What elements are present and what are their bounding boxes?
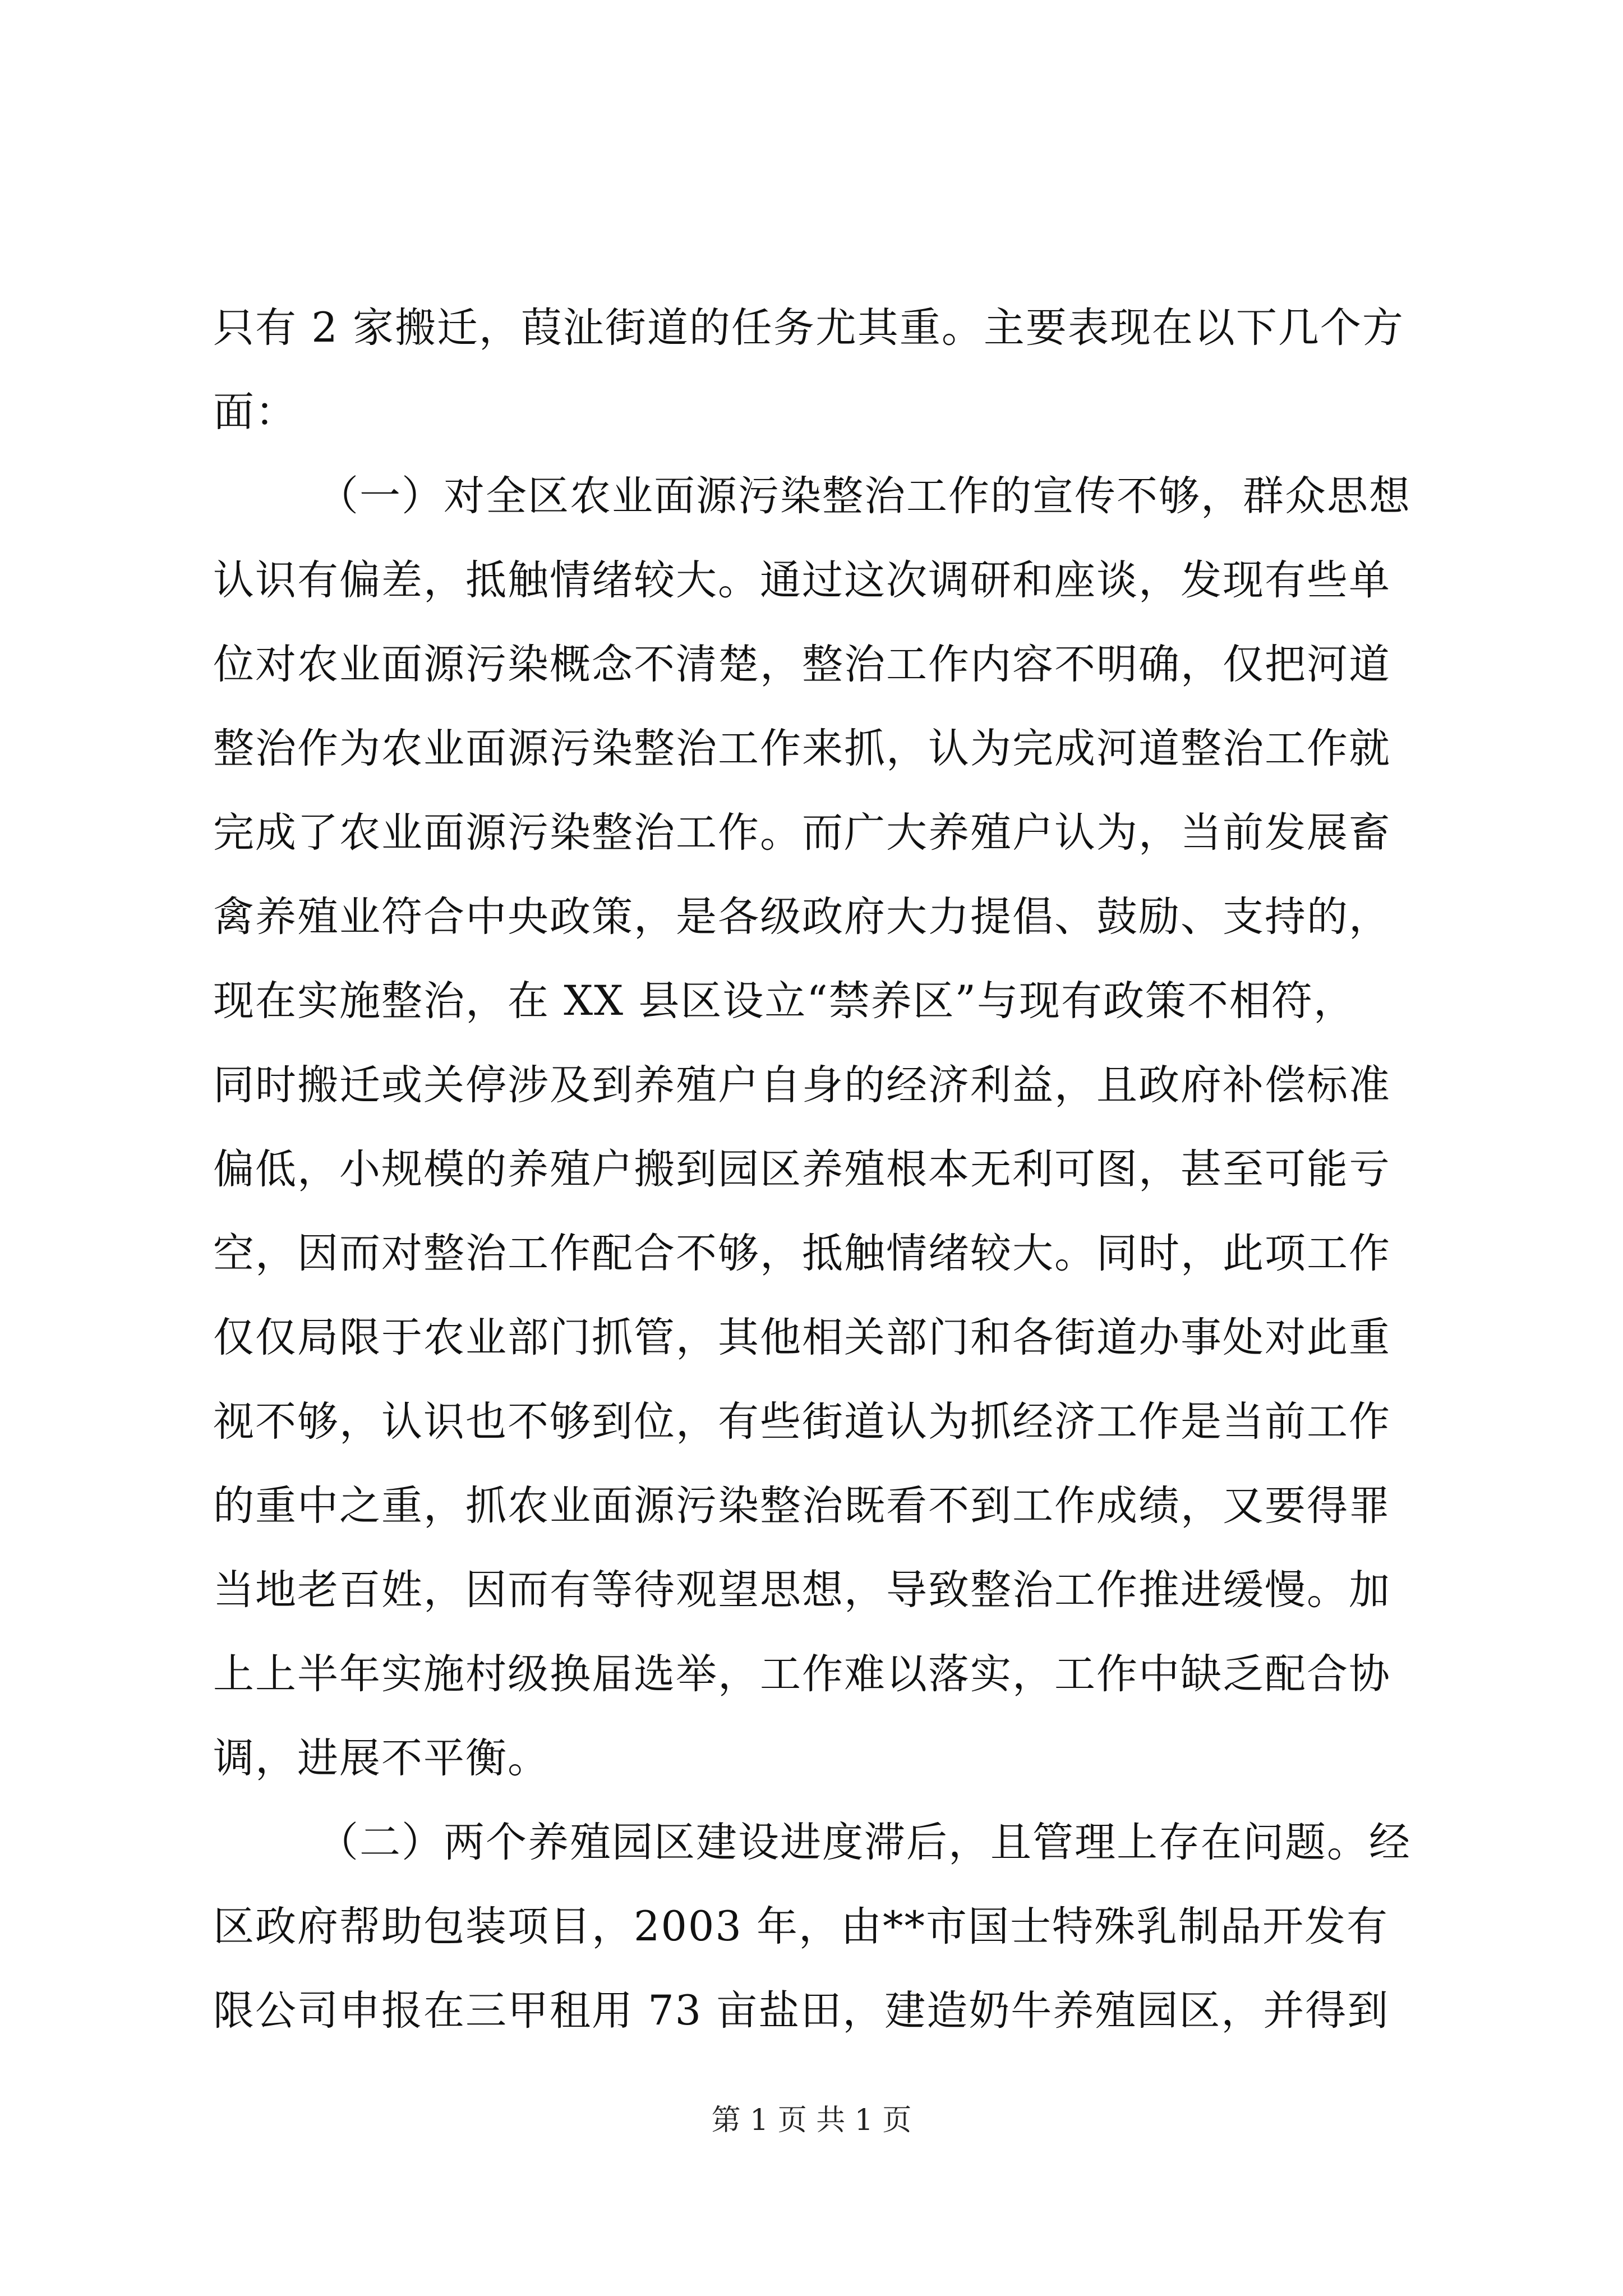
text-line: 当地老百姓，因而有等待观望思想，导致整治工作推进缓慢。加: [213, 1566, 1391, 1614]
text-line: 认识有偏差，抵触情绪较大。通过这次调研和座谈，发现有些单: [213, 556, 1391, 604]
text-line: 区政府帮助包装项目，2003 年，由**市国士特殊乳制品开发有: [213, 1903, 1389, 1950]
text-line: 同时搬迁或关停涉及到养殖户自身的经济利益，且政府补偿标准: [213, 1061, 1391, 1109]
text-line: 面：: [213, 388, 297, 436]
text-line: 完成了农业面源污染整治工作。而广大养殖户认为，当前发展畜: [213, 809, 1391, 857]
text-line: 只有 2 家搬迁，葭沚街道的任务尤其重。主要表现在以下几个方: [213, 304, 1404, 352]
text-line: 的重中之重，抓农业面源污染整治既看不到工作成绩，又要得罪: [213, 1482, 1391, 1530]
text-line: 现在实施整治，在 XX 县区设立“禁养区”与现有政策不相符，: [213, 977, 1355, 1025]
text-line: 空，因而对整治工作配合不够，抵触情绪较大。同时，此项工作: [213, 1230, 1391, 1277]
page-footer: 第 1 页 共 1 页: [711, 2104, 912, 2137]
paragraph-start-line: （二）两个养殖园区建设进度滞后，且管理上存在问题。经: [317, 1819, 1411, 1866]
text-line: 禽养殖业符合中央政策，是各级政府大力提倡、鼓励、支持的，: [213, 893, 1391, 941]
text-line: 调，进展不平衡。: [213, 1734, 550, 1782]
text-line: 视不够，认识也不够到位，有些街道认为抓经济工作是当前工作: [213, 1398, 1391, 1446]
text-line: 位对农业面源污染概念不清楚，整治工作内容不明确，仅把河道: [213, 641, 1391, 688]
text-line: 限公司申报在三甲租用 73 亩盐田，建造奶牛养殖园区，并得到: [213, 1987, 1390, 2035]
text-line: 仅仅局限于农业部门抓管，其他相关部门和各街道办事处对此重: [213, 1314, 1391, 1361]
text-line: 上上半年实施村级换届选举，工作难以落实，工作中缺乏配合协: [213, 1650, 1391, 1698]
text-line: 偏低，小规模的养殖户搬到园区养殖根本无利可图，甚至可能亏: [213, 1145, 1391, 1193]
paragraph-start-line: （一）对全区农业面源污染整治工作的宣传不够，群众思想: [317, 472, 1411, 520]
text-line: 整治作为农业面源污染整治工作来抓，认为完成河道整治工作就: [213, 725, 1391, 772]
